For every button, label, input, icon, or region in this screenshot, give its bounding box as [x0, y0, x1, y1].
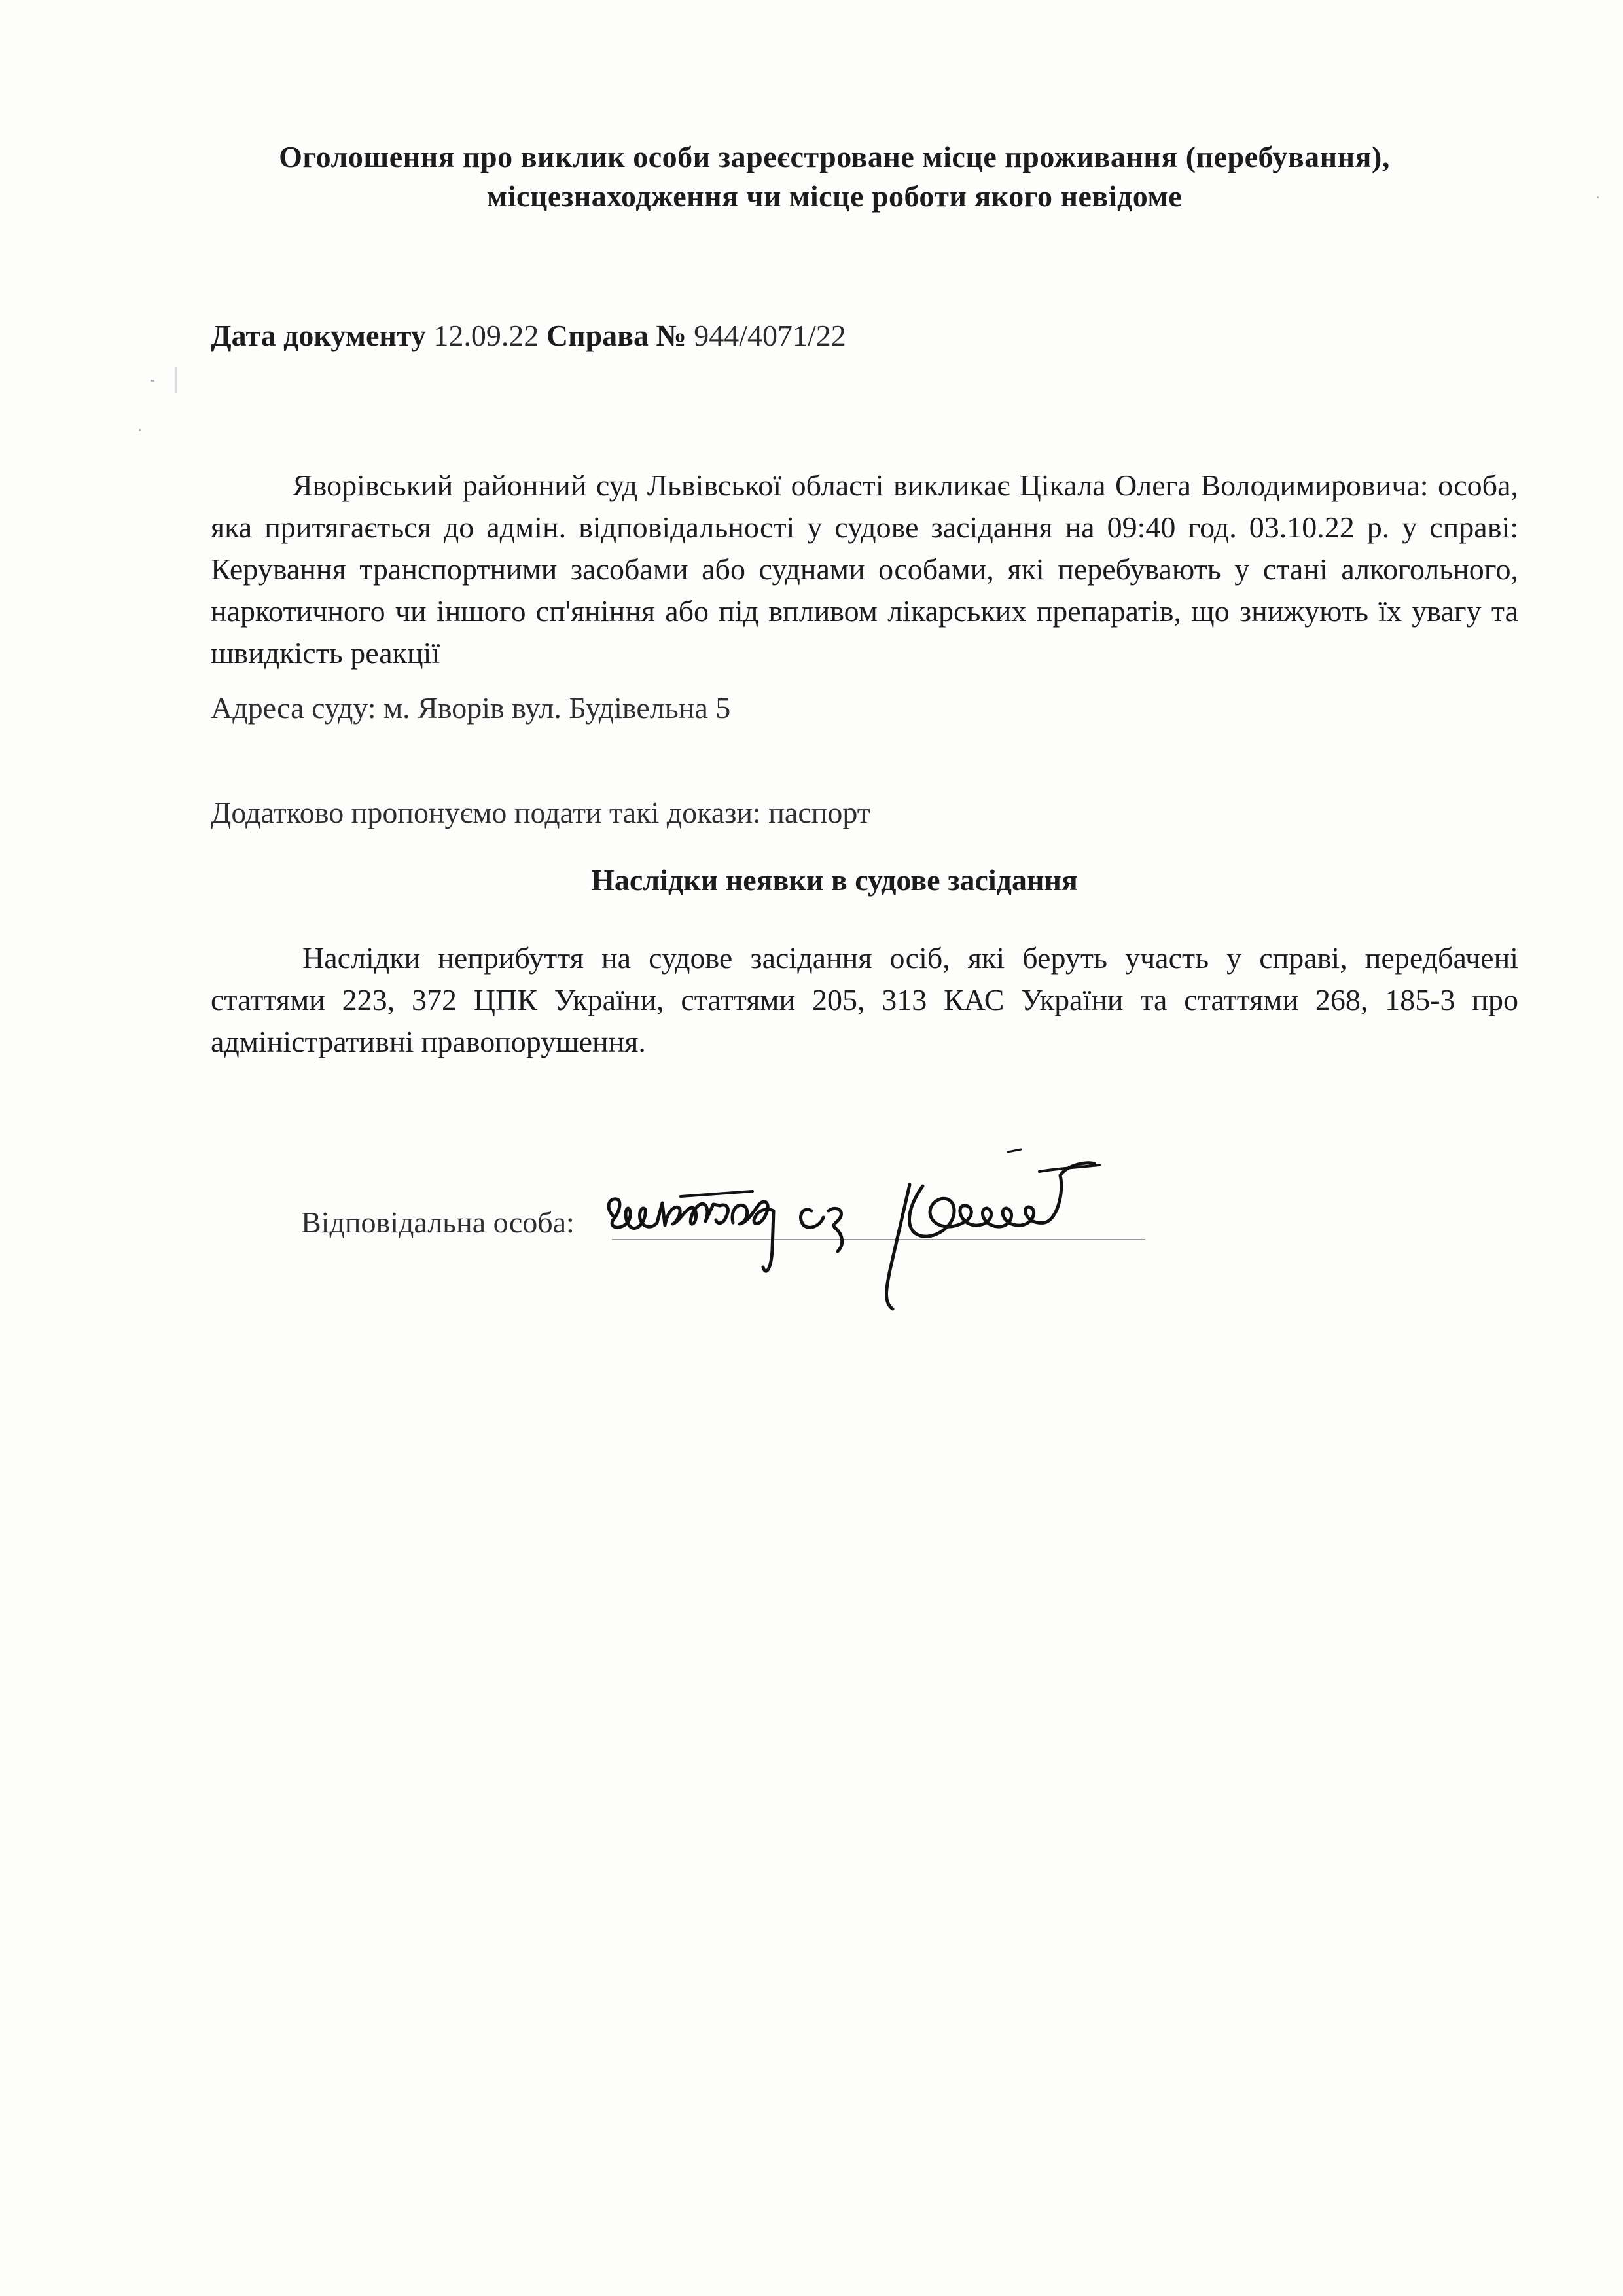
scan-speck — [151, 380, 154, 382]
consequences-paragraph: Наслідки неприбуття на судове засідання осіб, які беруть участь у справі, передбачені статтями 223, 372 ЦПК України, статтями 205, 313 КАС України та статтями 268, 185-3 про адміністративні правопорушення. — [211, 941, 1518, 1058]
summons-paragraph: Яворівський районний суд Львівської області викликає Цікала Олега Володимировича: особа, яка притягається до адмін. відповідальності у судове засідання на 09:40 год. 03.10.22 р. у справі: Керування транспортними засобами або суднами особами, які перебувають у стані алкогольного, наркотичного чи іншого сп'яніння або під впливом лікарських препаратів, що знижують їх увагу та швидкість реакції — [211, 469, 1518, 670]
case-label: Справа № — [546, 319, 687, 352]
scan-speck — [175, 367, 177, 393]
handwritten-signature — [602, 1113, 1204, 1329]
extra-evidence: Додатково пропонуємо подати такі докази: паспорт — [211, 796, 870, 829]
consequences-heading: Наслідки неявки в судове засідання — [591, 863, 1078, 897]
case-value: 944/4071/22 — [694, 319, 846, 352]
date-value: 12.09.22 — [433, 319, 539, 352]
date-label: Дата документу — [211, 319, 426, 352]
title-line-2: місцезнаходження чи місце роботи якого невідоме — [486, 179, 1183, 213]
court-address: Адреса суду: м. Яворів вул. Будівельна 5 — [211, 691, 731, 725]
title-line-1: Оголошення про виклик особи зареєстроване місце проживання (перебування), — [279, 140, 1390, 173]
responsible-person-label: Відповідальна особа: — [301, 1206, 575, 1239]
document-meta — [211, 317, 846, 354]
scan-speck — [139, 429, 141, 431]
document-title — [196, 137, 1472, 216]
scan-speck — [1597, 196, 1599, 198]
